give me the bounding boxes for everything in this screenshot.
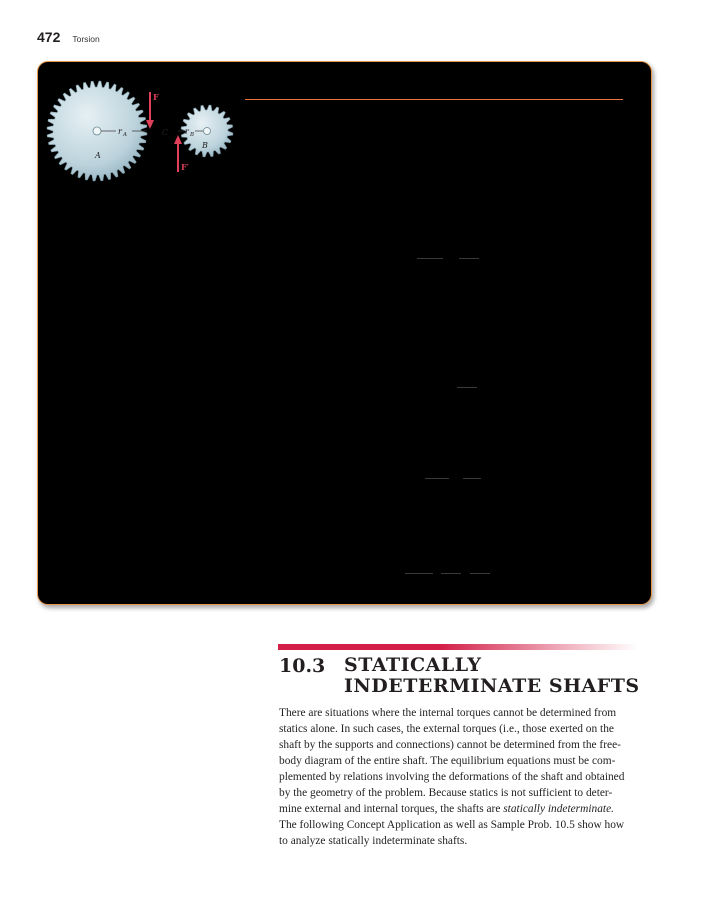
radius-b-label: r [185,127,189,136]
body-line: by the geometry of the problem. Because statics is not sufficient to deter- [279,787,613,799]
page-header [37,29,100,45]
faint-rule [441,573,461,574]
faint-rule [470,573,490,574]
faint-rule [459,258,479,259]
faint-rule [417,258,443,259]
gear-figure [44,78,244,188]
gear-b-label: B [202,141,208,150]
body-line-text: mine external and internal torques, the shafts are [279,803,504,815]
body-line: The following Concept Application as well as Sample Prob. 10.5 show how [279,819,625,831]
faint-rule [405,573,433,574]
force-arrowhead-bottom [174,135,182,144]
faint-rule [457,387,477,388]
contact-point-label: C [162,128,169,137]
section-title [344,655,640,697]
section-body [279,705,655,849]
force-label-top: F [153,92,159,102]
gear-a-label: A [95,151,101,160]
gear-b-axle [204,128,211,135]
body-line: body diagram of the entire shaft. The equilibrium equations must be com- [279,755,616,767]
faint-rule [463,478,481,479]
page-number: 472 [37,29,61,45]
emphasis-term: statically indeterminate. [503,803,614,815]
body-line: to analyze statically indeterminate shafts. [279,835,468,847]
body-line: shaft by the supports and connections) cannot be determined from the free- [279,739,621,751]
force-label-bottom: F′ [181,162,189,172]
section-title-line: STATICALLY [344,654,482,676]
gear-a-axle [93,127,101,135]
body-line: statics alone. In such cases, the external torques (i.e., those exerted on the [279,723,614,735]
running-title: Torsion [72,34,100,44]
body-line [279,801,655,817]
box-title-rule [245,99,623,100]
section-title-line: INDETERMINATE SHAFTS [344,675,640,697]
body-line: There are situations where the internal torques cannot be determined from [279,707,617,719]
faint-rule [425,478,449,479]
radius-b-sub: B [190,132,195,138]
radius-a-sub: A [123,132,127,138]
body-line: plemented by relations involving the deformations of the shaft and obtained [279,771,625,783]
section-accent-bar [278,644,638,650]
radius-a-label: r [118,127,122,136]
section-number: 10.3 [279,655,326,677]
force-arrowhead-top [146,120,154,129]
